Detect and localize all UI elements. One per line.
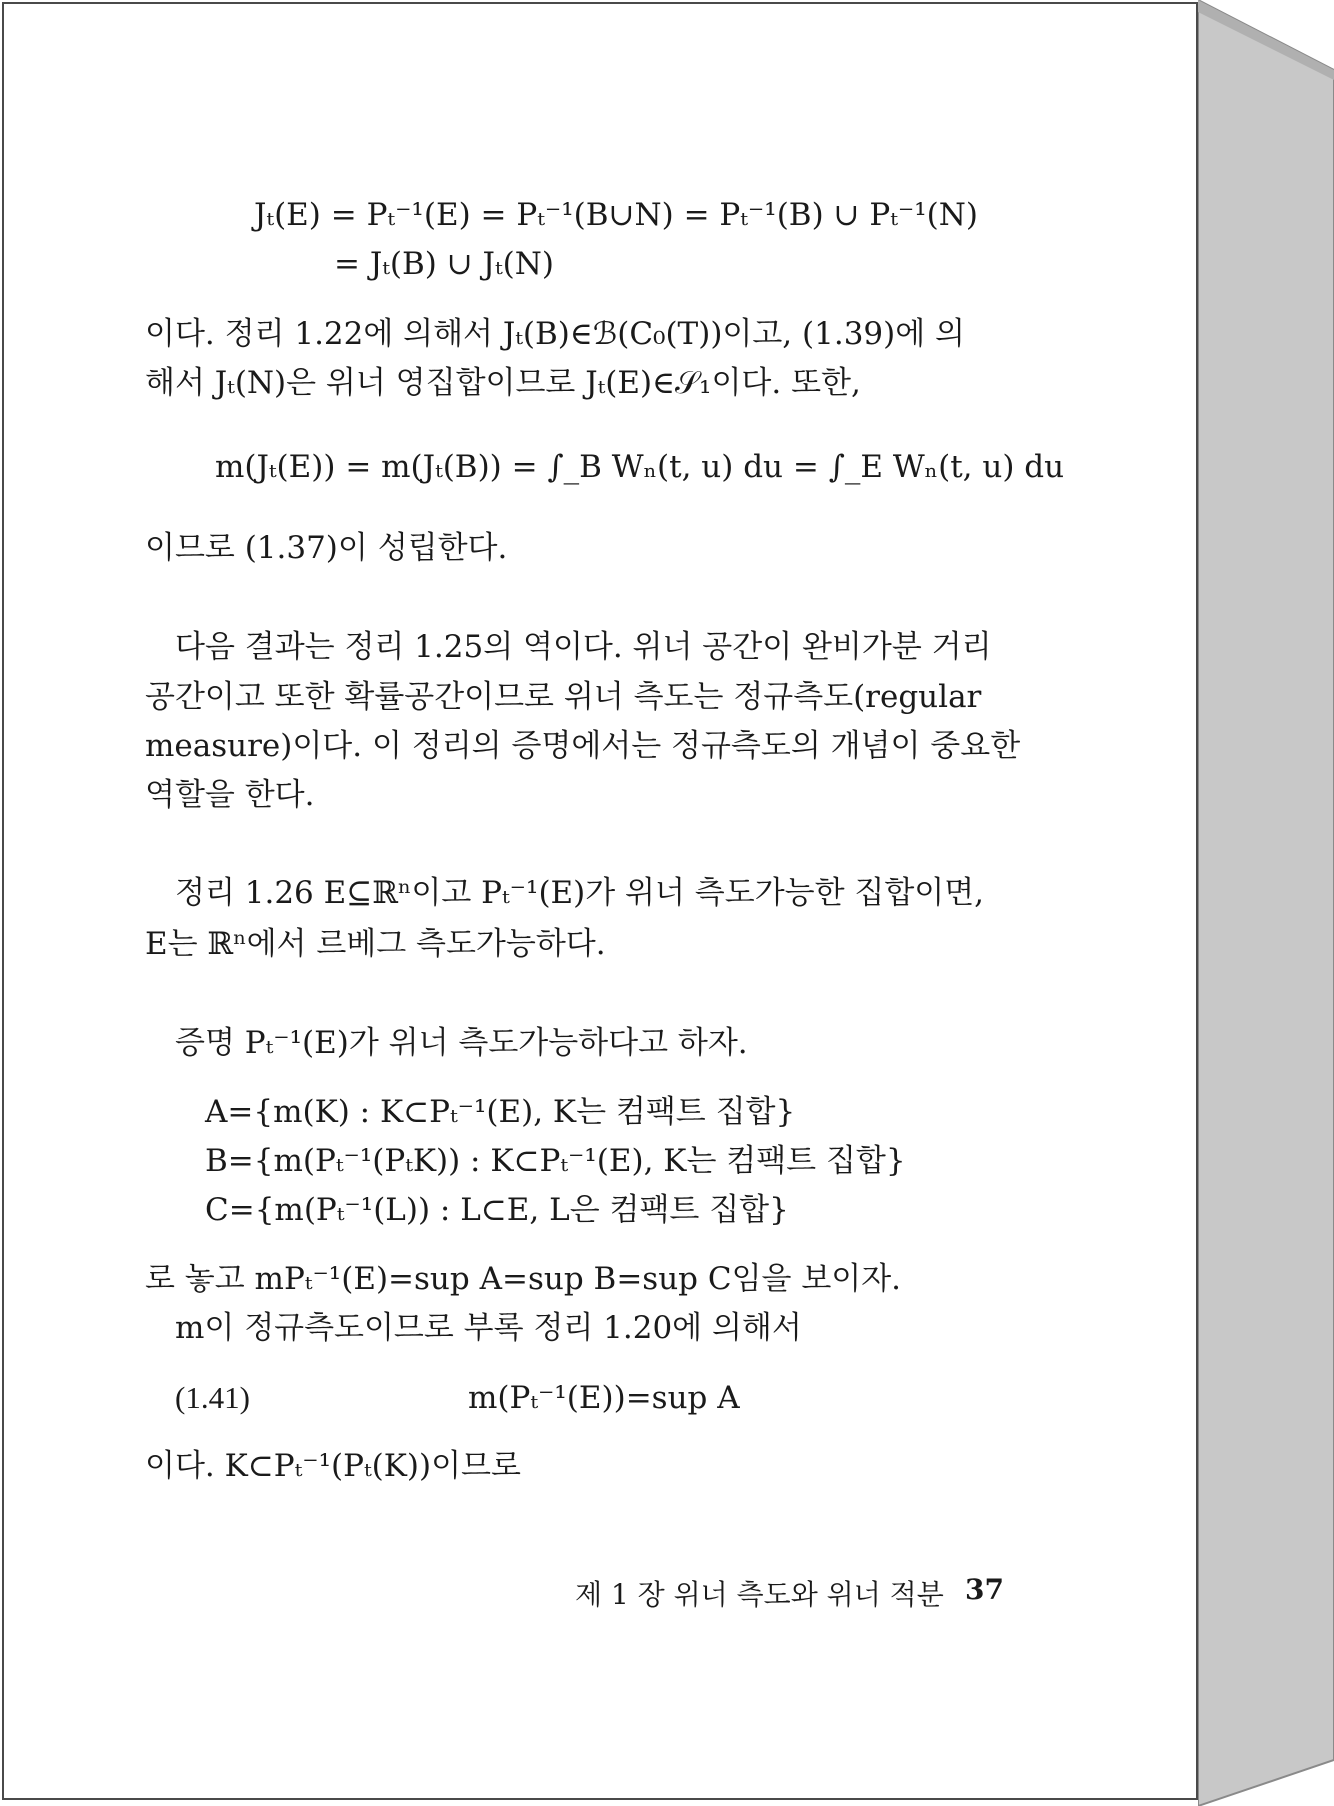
theorem-line-2: E는 ℝⁿ에서 르베그 측도가능하다. [145,926,606,962]
equation-line-1: Jₜ(E) = Pₜ⁻¹(E) = Pₜ⁻¹(B∪N) = Pₜ⁻¹(B) ∪ Pₜ⁻¹(N) [254,197,978,233]
paragraph-2: 이므로 (1.37)이 성립한다. [145,530,508,566]
paragraph-3-line-3: measure)이다. 이 정리의 증명에서는 정규측도의 개념이 중요한 [145,728,1021,764]
set-c-definition: C={m(Pₜ⁻¹(L)) : L⊂E, L은 컴팩트 집합} [205,1192,789,1228]
equation-141: m(Pₜ⁻¹(E))=sup A [468,1380,740,1416]
paragraph-1-line-2: 해서 Jₜ(N)은 위너 영집합이므로 Jₜ(E)∈𝒮₁이다. 또한, [145,365,861,401]
proof-sup-line: 로 놓고 mPₜ⁻¹(E)=sup A=sup B=sup C임을 보이자. [145,1261,902,1297]
chapter-title: 제 1 장 위너 측도와 위너 적분 [575,1578,944,1611]
paragraph-1-line-1: 이다. 정리 1.22에 의해서 Jₜ(B)∈ℬ(C₀(T))이고, (1.39)에 의 [145,316,965,352]
paragraph-3-line-2: 공간이고 또한 확률공간이므로 위너 측도는 정규측도(regular [145,679,982,715]
paragraph-3-line-1: 다음 결과는 정리 1.25의 역이다. 위너 공간이 완비가분 거리 [175,629,992,665]
set-b-definition: B={m(Pₜ⁻¹(PₜK)) : K⊂Pₜ⁻¹(E), K는 컴팩트 집합} [205,1143,906,1179]
book-edge [1198,0,1334,1806]
paragraph-3-line-4: 역할을 한다. [145,777,315,813]
equation-measure: m(Jₜ(E)) = m(Jₜ(B)) = ∫_B Wₙ(t, u) du = ∫_E Wₙ(t, u) du [215,449,1065,485]
page-number: 37 [965,1573,1004,1606]
proof-regular-line: m이 정규측도이므로 부록 정리 1.20에 의해서 [175,1310,802,1346]
theorem-line-1: 정리 1.26 E⊆ℝⁿ이고 Pₜ⁻¹(E)가 위너 측도가능한 집합이면, [175,875,985,911]
equation-line-2: = Jₜ(B) ∪ Jₜ(N) [334,246,554,282]
proof-last-line: 이다. K⊂Pₜ⁻¹(Pₜ(K))이므로 [145,1448,521,1484]
equation-label-141: (1.41) [175,1380,250,1415]
proof-intro: 증명 Pₜ⁻¹(E)가 위너 측도가능하다고 하자. [175,1025,748,1061]
set-a-definition: A={m(K) : K⊂Pₜ⁻¹(E), K는 컴팩트 집합} [205,1094,796,1130]
